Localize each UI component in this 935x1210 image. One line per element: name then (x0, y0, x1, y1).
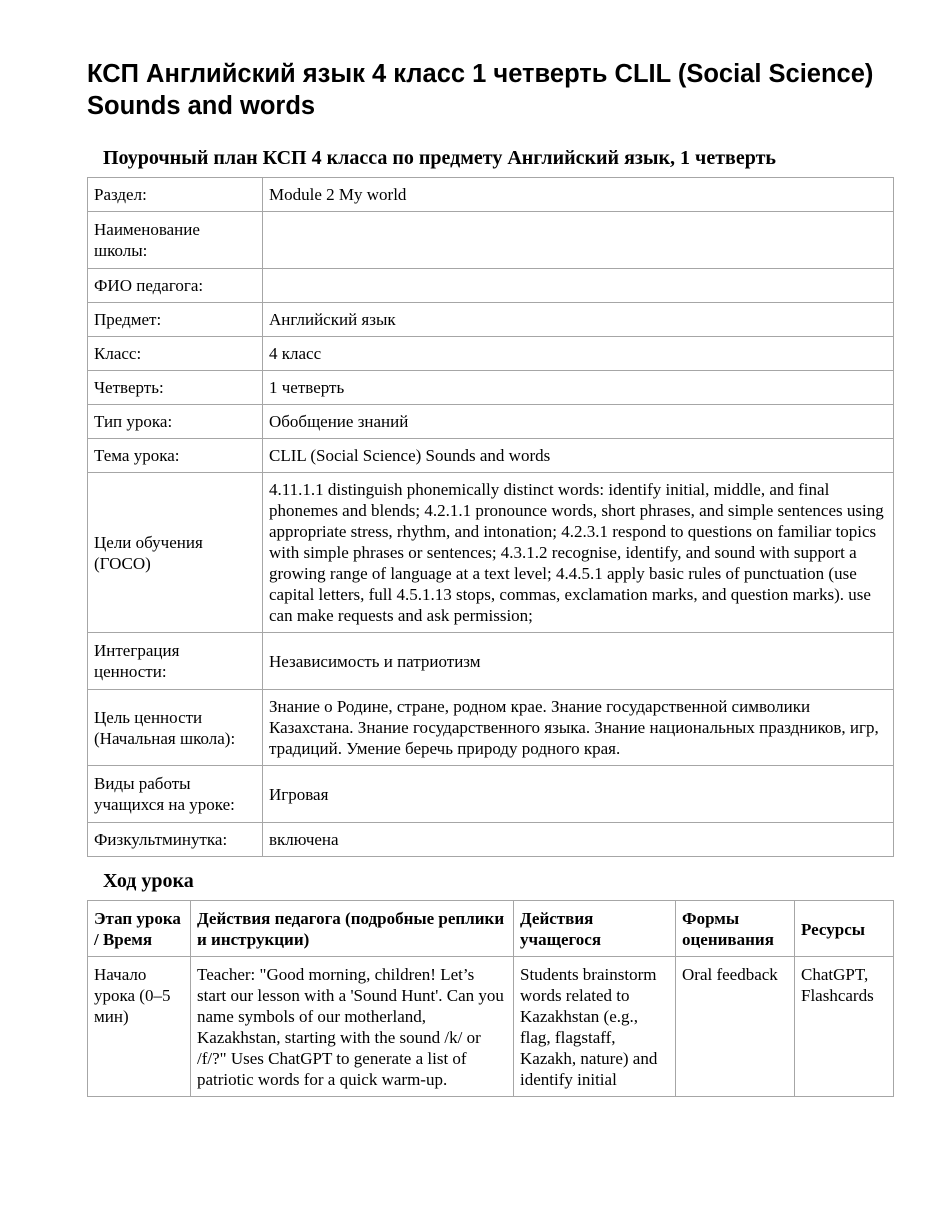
lesson-flow-heading: Ход урока (103, 870, 194, 892)
row-value: 1 четверть (263, 371, 894, 405)
table-row (88, 690, 894, 766)
cell-students: Students brainstorm words related to Kazakhstan (e.g., flag, flagstaff, Kazakh, nature) and identify initial (514, 957, 676, 1097)
table-row (88, 269, 894, 303)
table-row (88, 823, 894, 857)
row-value: Module 2 My world (263, 178, 894, 212)
table-row (88, 212, 894, 269)
column-header-students: Действия учащегося (514, 901, 676, 957)
row-label: Тема урока: (88, 439, 263, 473)
row-value: Знание о Родине, стране, родном крае. Знание государственной символики Казахстана. Знание государственного языка. Знание национальных праздников, игр, традиций. Умение беречь природу родного края. (263, 690, 894, 766)
plan-heading: Поурочный план КСП 4 класса по предмету Английский язык, 1 четверть (103, 147, 776, 169)
table-row (88, 473, 894, 633)
table-row (88, 371, 894, 405)
row-value: Обобщение знаний (263, 405, 894, 439)
column-header-stage: Этап урока / Время (88, 901, 191, 957)
table-row (88, 957, 894, 1097)
table-row (88, 178, 894, 212)
cell-teacher: Teacher: "Good morning, children! Let’s start our lesson with a 'Sound Hunt'. Can you name symbols of our motherland, Kazakhstan, starting with the sound /k/ or /f/?" Uses ChatGPT to generate a list of patriotic words for a quick warm-up. (191, 957, 514, 1097)
row-value: Игровая (263, 766, 894, 823)
column-header-assessment: Формы оценивания (676, 901, 795, 957)
row-value (263, 212, 894, 269)
table-row (88, 303, 894, 337)
row-label: Тип урока: (88, 405, 263, 439)
row-value: включена (263, 823, 894, 857)
row-value: Английский язык (263, 303, 894, 337)
lesson-plan-info-table (87, 177, 894, 857)
row-label: Раздел: (88, 178, 263, 212)
table-row (88, 405, 894, 439)
column-header-resources: Ресурсы (795, 901, 894, 957)
table-row (88, 633, 894, 690)
table-row (88, 337, 894, 371)
row-label: Цели обучения (ГОСО) (88, 473, 263, 633)
column-header-teacher: Действия педагога (подробные реплики и инструкции) (191, 901, 514, 957)
cell-stage: Начало урока (0–5 мин) (88, 957, 191, 1097)
lesson-flow-table (87, 900, 894, 1097)
table-row (88, 439, 894, 473)
table-header-row (88, 901, 894, 957)
row-label: Класс: (88, 337, 263, 371)
cell-resources: ChatGPT, Flashcards (795, 957, 894, 1097)
document-title: КСП Английский язык 4 класс 1 четверть CLIL (Social Science) Sounds and words (87, 60, 874, 120)
row-value: 4 класс (263, 337, 894, 371)
document-page (87, 58, 893, 1097)
cell-assessment: Oral feedback (676, 957, 795, 1097)
table-row (88, 766, 894, 823)
row-label: Физкультминутка: (88, 823, 263, 857)
row-label: Виды работы учащихся на уроке: (88, 766, 263, 823)
row-value: 4.11.1.1 distinguish phonemically distinct words: identify initial, middle, and final phonemes and blends; 4.2.1.1 pronounce words, short phrases, and simple sentences using appropriate stress, rhythm, and intonation; 4.2.3.1 respond to questions on familiar topics with simple phrases or sentences; 4.3.1.2 recognise, identify, and sound with support a growing range of language at a text level; 4.4.5.1 apply basic rules of punctuation (use capital letters, full 4.5.1.13 stops, commas, exclamation marks, and question marks). use can make requests and ask permission; (263, 473, 894, 633)
row-label: Интеграция ценности: (88, 633, 263, 690)
row-label: ФИО педагога: (88, 269, 263, 303)
row-value (263, 269, 894, 303)
row-label: Четверть: (88, 371, 263, 405)
row-value: Независимость и патриотизм (263, 633, 894, 690)
row-label: Наименование школы: (88, 212, 263, 269)
row-value: CLIL (Social Science) Sounds and words (263, 439, 894, 473)
row-label: Предмет: (88, 303, 263, 337)
row-label: Цель ценности (Начальная школа): (88, 690, 263, 766)
